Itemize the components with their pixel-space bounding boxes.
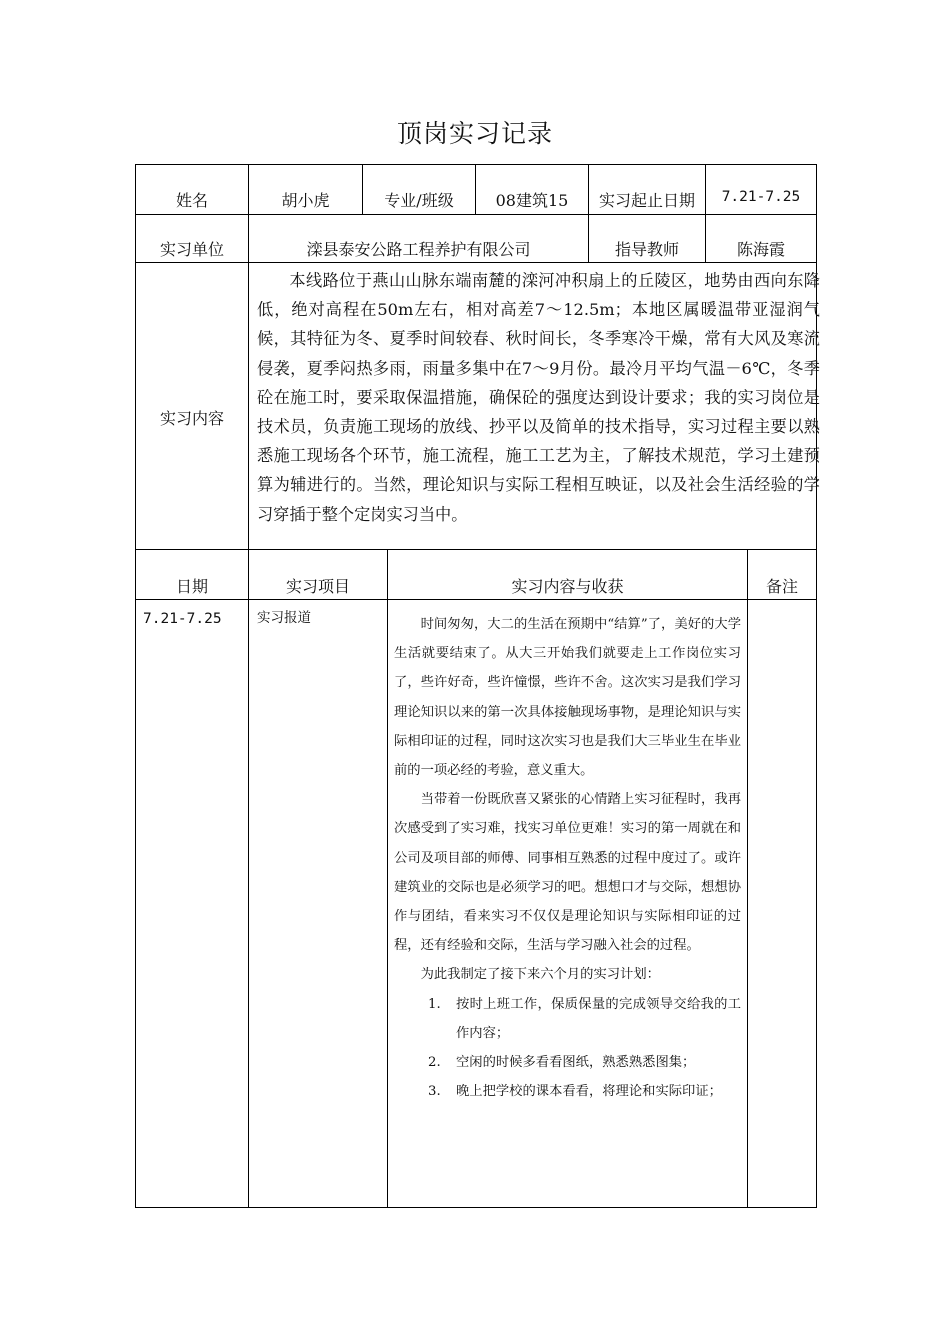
remark-header: 备注 (765, 577, 798, 596)
name-value: 胡小虎 (281, 191, 330, 210)
unit-value: 滦县泰安公路工程养护有限公司 (306, 240, 531, 259)
major-value: 08建筑15 (495, 191, 569, 210)
row-content (394, 610, 741, 1106)
row-paragraph-2: 当带着一份既欣喜又紧张的心情踏上实习征程时，我再次感受到了实习难，找实习单位更难！实习的第一周就在和公司及项目部的师傅、同事相互熟悉的过程中度过了。或许建筑业的交际也是必须学习的吧。想想口才与交际，想想协作与团结，看来实习不仅仅是理论知识与实际相印证的过程，还有经验和交际，生活与学习融入社会的过程。 (394, 792, 741, 954)
major-label: 专业/班级 (384, 191, 454, 210)
page-title: 顶岗实习记录 (396, 119, 553, 148)
teacher-value: 陈海霞 (736, 240, 785, 259)
list-item (394, 990, 741, 1048)
plan-list (394, 990, 741, 1107)
date-header: 日期 (175, 577, 208, 596)
content-header: 实习内容与收获 (511, 577, 624, 596)
period-label: 实习起止日期 (598, 191, 695, 210)
list-item (394, 1077, 741, 1106)
unit-label: 实习单位 (159, 240, 224, 259)
row-paragraph-3: 为此我制定了接下来六个月的实习计划： (420, 967, 660, 983)
plan-text: 空闲的时候多看看图纸，熟悉熟悉图集； (456, 1055, 696, 1071)
name-label: 姓名 (175, 191, 208, 210)
list-item (394, 1048, 741, 1077)
content-text: 本线路位于燕山山脉东端南麓的滦河冲积扇上的丘陵区，地势由西向东降低，绝对高程在50m左右，相对高差7～12.5m；本地区属暖温带亚湿润气候，其特征为冬、夏季时间较春、秋时间长，冬季寒冷干燥，常有大风及寒流侵袭，夏季闷热多雨，雨量多集中在7～9月份。最冷月平均气温－6℃，冬季砼在施工时，要采取保温措施，确保砼的强度达到设计要求；我的实习岗位是技术员，负责施工现场的放线、抄平以及简单的技术指导，实习过程主要以熟悉施工现场各个环节，施工流程，施工工艺为主，了解技术规范，学习土建预算为辅进行的。当然，理论知识与实际工程相互映证，以及社会生活经验的学习穿插于整个定岗实习当中。 (257, 271, 820, 524)
plan-text: 按时上班工作，保质保量的完成领导交给我的工作内容； (456, 996, 741, 1041)
row-item: 实习报道 (257, 610, 311, 626)
plan-text: 晚上把学校的课本看看，将理论和实际印证； (456, 1084, 722, 1100)
row-paragraph-1: 时间匆匆，大二的生活在预期中“结算”了，美好的大学生活就要结束了。从大三开始我们就要走上工作岗位实习了，些许好奇，些许憧憬，些许不舍。这次实习是我们学习理论知识以来的第一次具体接触现场事物，是理论知识与实际相印证的过程，同时这次实习也是我们大三毕业生在毕业前的一项必经的考验，意义重大。 (394, 617, 741, 779)
plan-number: 3. (428, 1084, 441, 1100)
content-label: 实习内容 (159, 409, 224, 428)
content-text-block (257, 266, 820, 529)
row-date: 7.21-7.25 (143, 611, 222, 627)
plan-number: 1. (428, 996, 441, 1012)
period-value: 7.21-7.25 (721, 189, 801, 205)
teacher-label: 指导教师 (614, 240, 679, 259)
item-header: 实习项目 (285, 577, 350, 596)
plan-number: 2. (428, 1055, 441, 1071)
